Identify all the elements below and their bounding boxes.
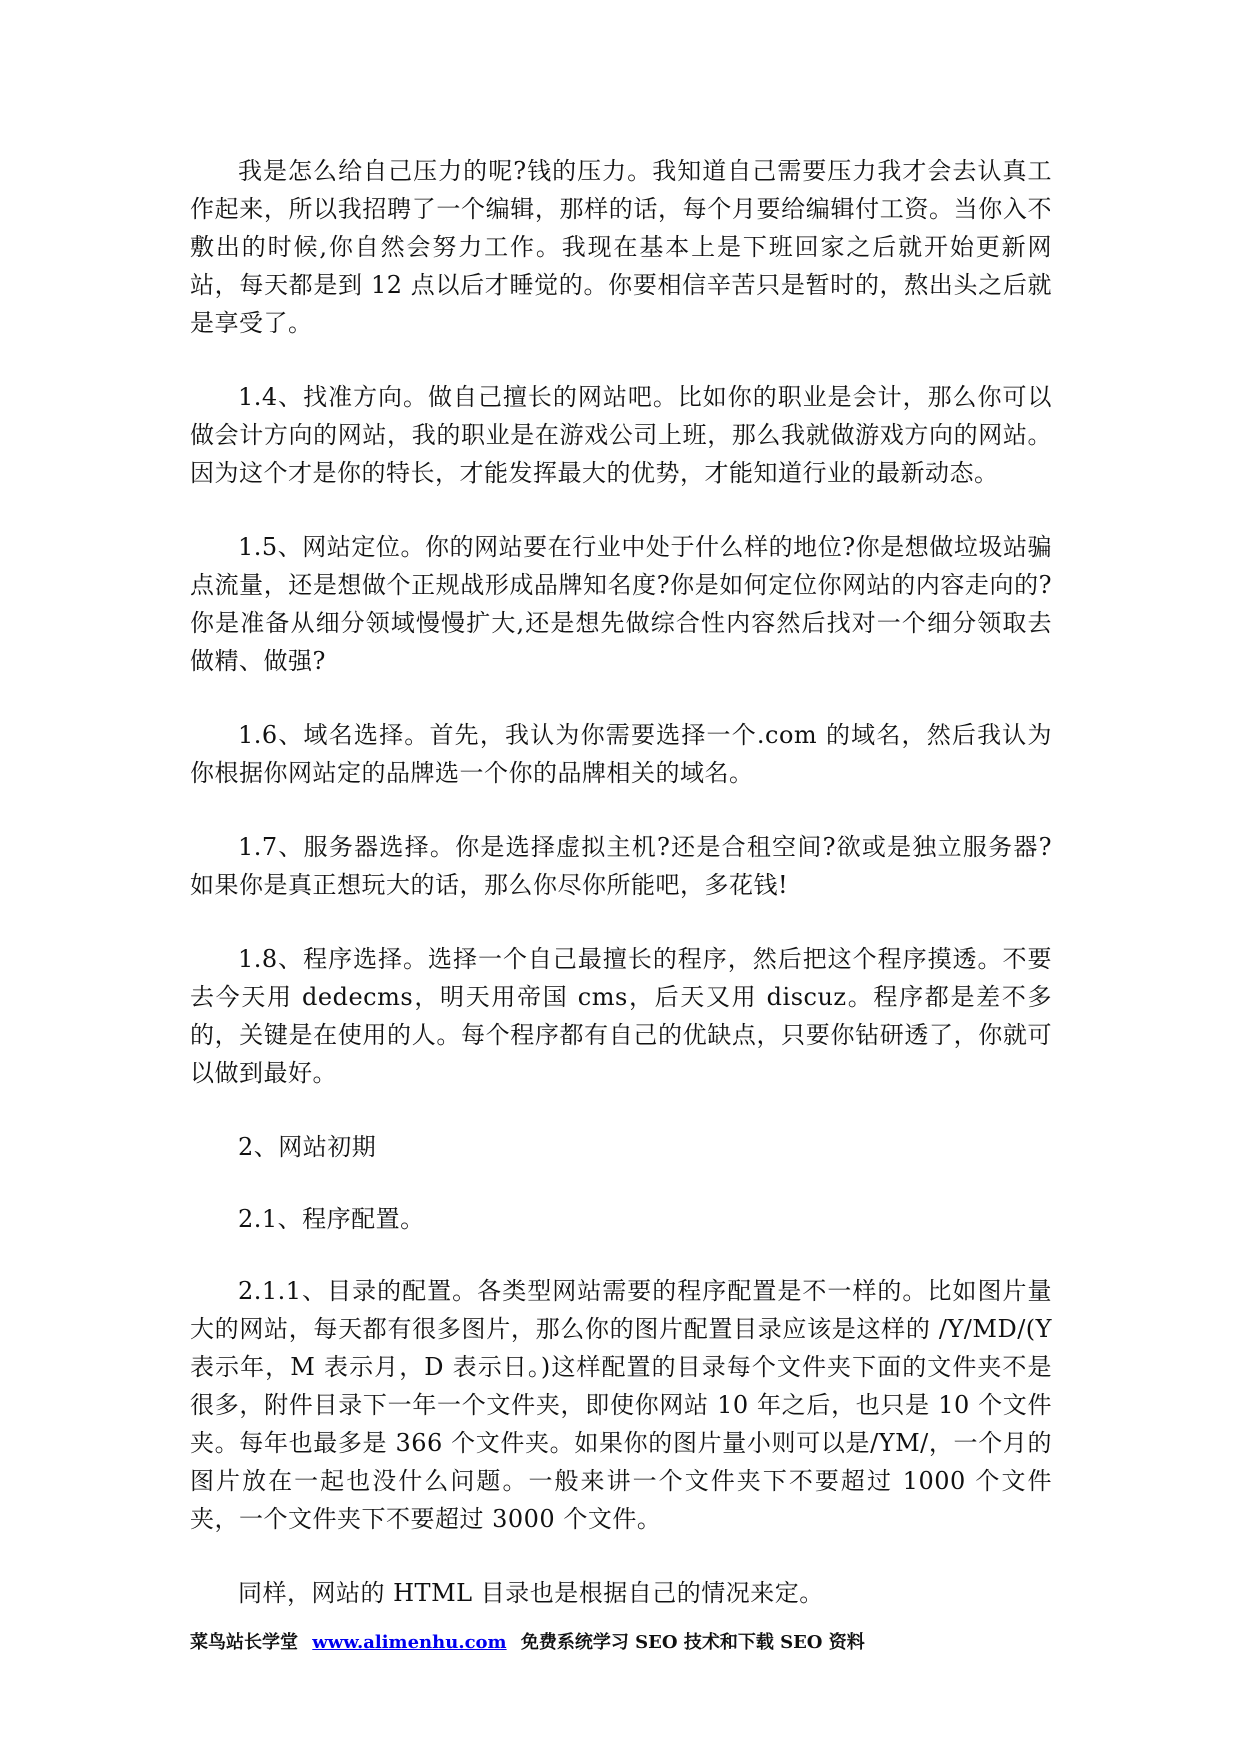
paragraph-1-6: 1.6、域名选择。首先，我认为你需要选择一个.com 的域名，然后我认为你根据你网站定的品牌选一个你的品牌相关的域名。: [190, 721, 1052, 787]
footer-site-name: 菜鸟站长学堂: [190, 1632, 298, 1653]
footer-tagline: 免费系统学习 SEO 技术和下载 SEO 资料: [520, 1632, 865, 1653]
page-footer: [190, 1628, 865, 1654]
paragraph-2-1-1: 2.1.1、目录的配置。各类型网站需要的程序配置是不一样的。比如图片量大的网站，每天都有很多图片，那么你的图片配置目录应该是这样的 /Y/MD/(Y 表示年，M 表示月，D 表示日。)这样配置的目录每个文件夹下面的文件夹不是很多，附件目录下一年一个文件夹，即使你网站 10 年之后，也只是 10 个文件夹。每年也最多是 366 个文件夹。如果你的图片量小则可以是/YM/，一个月的图片放在一起也没什么问题。一般来讲一个文件夹下不要超过 1000 个文件夹，一个文件夹下不要超过 3000 个文件。: [190, 1277, 1052, 1533]
footer-url-link[interactable]: www.alimenhu.com: [312, 1632, 507, 1653]
paragraph-1-7: 1.7、服务器选择。你是选择虚拟主机?还是合租空间?欲或是独立服务器?如果你是真正想玩大的话，那么你尽你所能吧，多花钱!: [190, 833, 1052, 899]
section-heading-2: 2、网站初期: [238, 1133, 377, 1161]
paragraph-pressure: 我是怎么给自己压力的呢?钱的压力。我知道自己需要压力我才会去认真工作起来，所以我招聘了一个编辑，那样的话，每个月要给编辑付工资。当你入不敷出的时候,你自然会努力工作。我现在基本上是下班回家之后就开始更新网站，每天都是到 12 点以后才睡觉的。你要相信辛苦只是暂时的，熬出头之后就是享受了。: [190, 157, 1052, 337]
document-body: [190, 152, 1052, 1648]
paragraph-1-8: 1.8、程序选择。选择一个自己最擅长的程序，然后把这个程序摸透。不要去今天用 dedecms，明天用帝国 cms，后天又用 discuz。程序都是差不多的，关键是在使用的人。每个程序都有自己的优缺点，只要你钻研透了，你就可以做到最好。: [190, 945, 1052, 1087]
paragraph-1-4: 1.4、找准方向。做自己擅长的网站吧。比如你的职业是会计，那么你可以做会计方向的网站，我的职业是在游戏公司上班，那么我就做游戏方向的网站。因为这个才是你的特长，才能发挥最大的优势，才能知道行业的最新动态。: [190, 383, 1052, 487]
paragraph-html-directory: 同样，网站的 HTML 目录也是根据自己的情况来定。: [238, 1579, 824, 1607]
paragraph-1-5: 1.5、网站定位。你的网站要在行业中处于什么样的地位?你是想做垃圾站骗点流量，还是想做个正规战形成品牌知名度?你是如何定位你网站的内容走向的?你是准备从细分领域慢慢扩大,还是想先做综合性内容然后找对一个细分领取去做精、做强?: [190, 533, 1052, 675]
section-heading-2-1: 2.1、程序配置。: [238, 1205, 425, 1233]
